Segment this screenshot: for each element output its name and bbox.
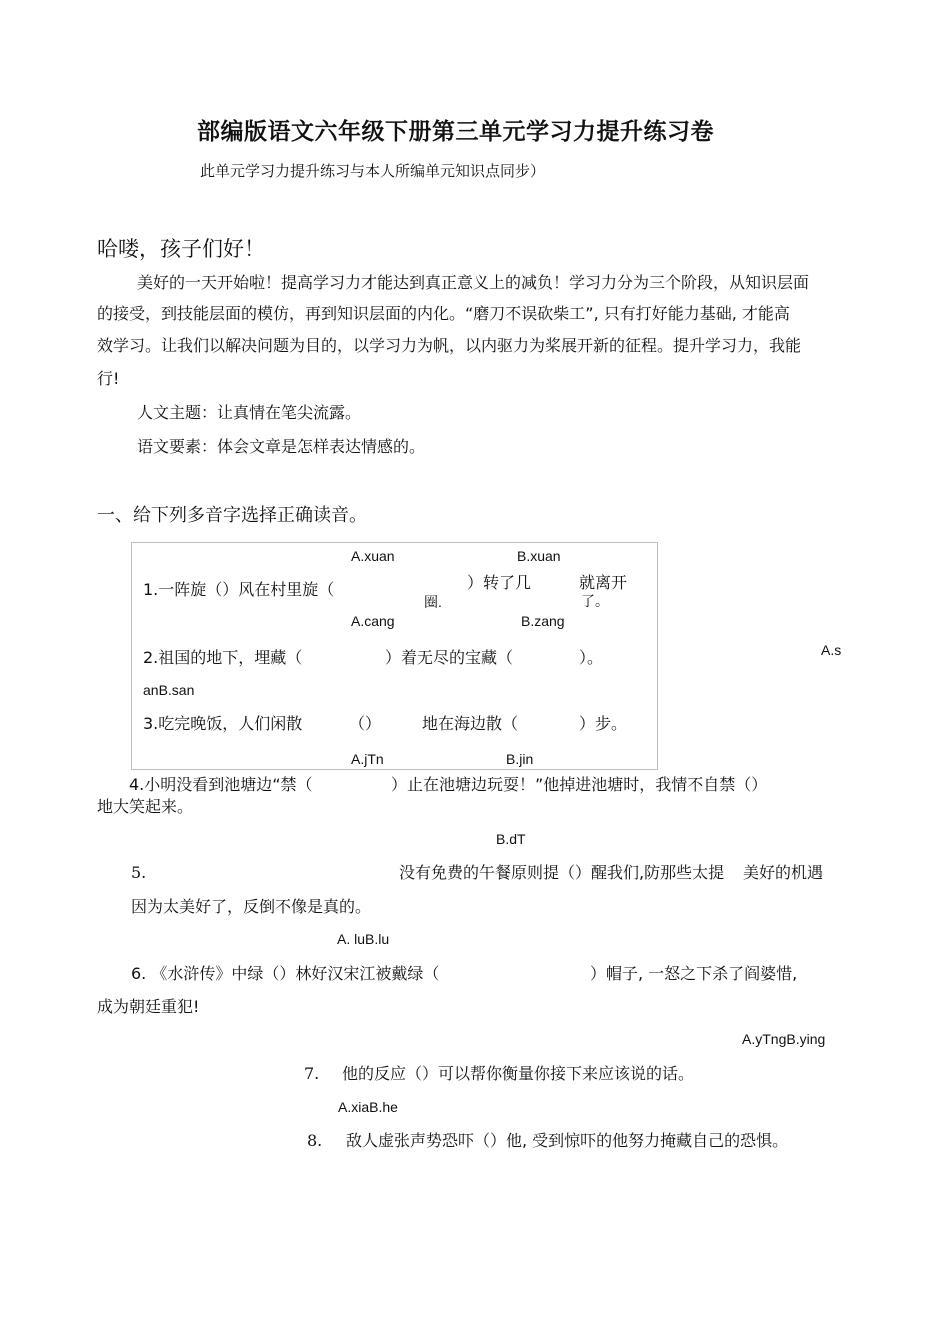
q3-text-4: ）步。 [579, 714, 628, 733]
q1-text-5: 了。 [581, 593, 609, 609]
q1-text-3: 就离开 [579, 573, 628, 592]
q1-text-4: 圈. [424, 594, 442, 610]
q5-text: 没有免费的午餐原则提（）醒我们,防那些太提 [399, 863, 725, 882]
q8-option: A.xiaB.he [338, 1099, 398, 1115]
q5-option: B.dT [496, 831, 526, 847]
q8-number: 8. [307, 1131, 323, 1150]
q7-option: A.yTngB.ying [742, 1031, 826, 1047]
intro-line-4: 行! [97, 369, 120, 388]
humanistic-theme: 人文主题：让真情在笔尖流露。 [137, 403, 362, 422]
greeting: 哈喽，孩子们好！ [97, 237, 265, 261]
q4-option-b: B.jin [506, 751, 534, 767]
q3-text-2: （） [349, 714, 382, 733]
q5-text-1b: 美好的机遇 [743, 863, 824, 882]
intro-line-1: 美好的一天开始啦！提高学习力才能达到真正意义上的减负！学习力分为三个阶段，从知识层面 [137, 273, 810, 292]
q1-option-a: A.xuan [351, 548, 395, 564]
q4-text: 4.小明没看到池塘边“禁（ [129, 775, 313, 794]
q6-text-3: 成为朝廷重犯! [97, 997, 200, 1016]
language-element: 语文要素：体会文章是怎样表达情感的。 [137, 437, 426, 456]
q2-text-2: ）着无尽的宝藏（ [385, 648, 514, 667]
q1-text: 1.一阵旋（）风在村里旋（ [143, 580, 335, 599]
q2-option-a: A.cang [351, 613, 395, 629]
q5-text-2: 因为太美好了，反倒不像是真的。 [131, 897, 372, 916]
q6-option: A. luB.lu [337, 931, 390, 947]
q2-text-3: ）。 [579, 648, 604, 667]
intro-line-3: 效学习。让我们以解决问题为目的，以学习力为帆，以内驱力为桨展开新的征程。提升学习力，我能 [97, 336, 802, 355]
q3-option-b: anB.san [143, 682, 195, 698]
page-title: 部编版语文六年级下册第三单元学习力提升练习卷 [197, 119, 714, 145]
page-subtitle: 此单元学习力提升练习与本人所编单元知识点同步） [200, 162, 546, 180]
q3-text: 3.吃完晚饭，人们闲散 [143, 714, 303, 733]
q2-option-b: B.zang [521, 613, 565, 629]
q4-option-a: A.jTn [351, 751, 384, 767]
q6-text-2: ）帽子, 一怒之下杀了阎婆惜, [590, 964, 798, 983]
q2-text: 2.祖国的地下，埋藏（ [143, 648, 303, 667]
q7-number: 7. [304, 1064, 320, 1083]
q4-text-2: ）止在池塘边玩耍！”他掉进池塘时，我情不自禁（） [391, 775, 768, 794]
q4-text-3: 地大笑起来。 [97, 797, 194, 816]
q3-text-3: 地在海边散（ [422, 714, 519, 733]
q6-text: 6. 《水浒传》中绿（）林好汉宋江被戴绿（ [131, 964, 440, 983]
q1-text-2: ）转了几 [467, 573, 532, 592]
section-1-heading: 一、给下列多音字选择正确读音。 [97, 505, 367, 526]
q7-text: 他的反应（）可以帮你衡量你接下来应该说的话。 [342, 1064, 695, 1083]
q5-number: 5. [131, 863, 147, 882]
intro-line-2: 的接受，到技能层面的模仿，再到知识层面的内化。“磨刀不误砍柴工”, 只有打好能力基础, 才能高 [97, 304, 790, 323]
q1-option-b: B.xuan [517, 548, 561, 564]
q8-text: 敌人虚张声势恐吓（）他, 受到惊吓的他努力掩藏自己的恐惧。 [346, 1131, 789, 1150]
q3-option-a: A.s [821, 642, 842, 658]
